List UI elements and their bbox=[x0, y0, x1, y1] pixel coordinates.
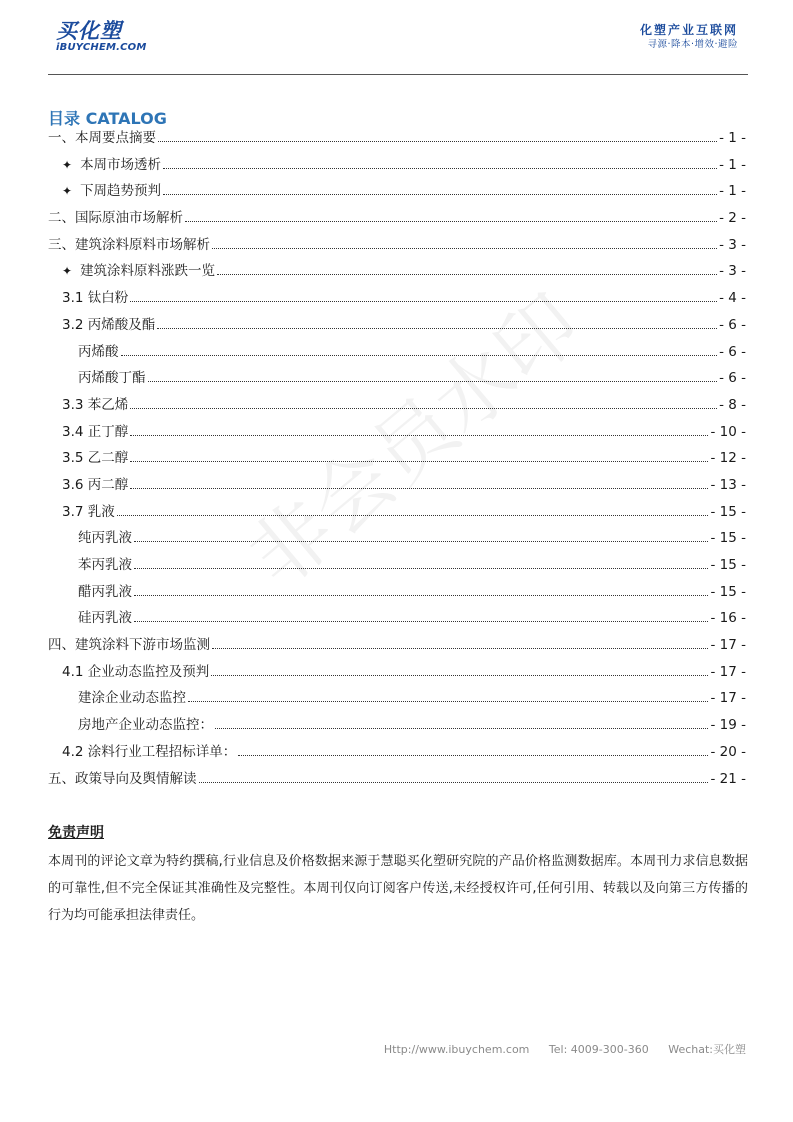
toc-entry[interactable] bbox=[48, 445, 746, 472]
leader-dots bbox=[238, 747, 708, 756]
toc-entry[interactable] bbox=[48, 419, 746, 446]
toc-entry-label: 苯丙乳液 bbox=[78, 557, 132, 573]
leader-dots bbox=[130, 453, 708, 462]
toc-entry-label: 本周市场透析 bbox=[80, 156, 162, 173]
leader-dots bbox=[134, 613, 708, 622]
toc-entry-page: - 2 - bbox=[719, 210, 746, 227]
diamond-bullet-icon: ✦ bbox=[62, 184, 73, 199]
toc-entry-page: - 8 - bbox=[719, 396, 746, 413]
diamond-bullet-icon: ✦ bbox=[62, 264, 73, 279]
toc-entry[interactable] bbox=[48, 472, 746, 499]
toc-entry-label: 二、国际原油市场解析 bbox=[48, 210, 183, 227]
toc-entry-page: - 3 - bbox=[719, 263, 746, 280]
brand-logo bbox=[56, 20, 166, 56]
leader-dots bbox=[148, 373, 718, 382]
leader-dots bbox=[163, 160, 717, 169]
toc-entry-page: - 6 - bbox=[719, 370, 746, 387]
toc-entry[interactable] bbox=[48, 712, 746, 739]
leader-dots bbox=[188, 693, 708, 702]
toc-entry-page: - 4 - bbox=[719, 290, 746, 307]
toc-entry-page: - 10 - bbox=[710, 423, 746, 440]
leader-dots bbox=[134, 587, 708, 596]
toc-entry-page: - 17 - bbox=[710, 637, 746, 654]
leader-dots bbox=[117, 507, 709, 516]
leader-dots bbox=[212, 240, 717, 249]
toc-title: 目录 CATALOG bbox=[48, 109, 167, 128]
toc-entry-label: 一、本周要点摘要 bbox=[48, 130, 156, 146]
toc-entry[interactable] bbox=[48, 685, 746, 712]
toc-entry[interactable] bbox=[48, 659, 746, 686]
toc-entry[interactable] bbox=[48, 205, 746, 232]
table-of-contents bbox=[48, 125, 746, 792]
toc-entry-label: 五、政策导向及舆情解读 bbox=[48, 770, 197, 787]
toc-entry[interactable] bbox=[48, 178, 746, 205]
diamond-bullet-icon: ✦ bbox=[62, 157, 73, 172]
toc-entry[interactable] bbox=[48, 525, 746, 552]
disclaimer-text: 本周刊的评论文章为特约撰稿,行业信息及价格数据来源于慧聪买化塑研究院的产品价格监测数据库。本周刊力求信息数据的可靠性,但不完全保证其准确性及完整性。本周刊仅向订阅客户传送,未经授权许可,任何引用、转载以及向第三方传播的行为均可能承担法律责任。 bbox=[48, 854, 748, 923]
leader-dots bbox=[157, 320, 717, 329]
leader-dots bbox=[211, 667, 708, 676]
toc-entry[interactable] bbox=[48, 392, 746, 419]
logo-subtext: iBUYCHEM.COM bbox=[56, 42, 147, 53]
disclaimer-section bbox=[48, 822, 748, 929]
leader-dots bbox=[130, 427, 708, 436]
toc-entry-page: - 1 - bbox=[719, 183, 746, 200]
toc-entry-page: - 16 - bbox=[710, 610, 746, 627]
disclaimer-title: 免责声明 bbox=[48, 825, 104, 841]
toc-entry-page: - 19 - bbox=[710, 717, 746, 734]
toc-entry-page: - 6 - bbox=[719, 316, 746, 333]
toc-entry-label: 建筑涂料原料涨跌一览 bbox=[80, 263, 216, 280]
toc-entry-label: 3.1 钛白粉 bbox=[62, 290, 129, 307]
toc-entry-label: 四、建筑涂料下游市场监测 bbox=[48, 637, 210, 654]
leader-dots bbox=[217, 266, 717, 275]
toc-entry-page: - 1 - bbox=[719, 156, 746, 173]
toc-entry-label: 丙烯酸 bbox=[78, 343, 119, 360]
leader-dots bbox=[134, 533, 708, 542]
leader-dots bbox=[185, 213, 717, 222]
toc-entry-label: 纯丙乳液 bbox=[78, 530, 132, 547]
leader-dots bbox=[134, 560, 708, 569]
toc-entry[interactable] bbox=[48, 605, 746, 632]
toc-entry-page: - 20 - bbox=[710, 743, 746, 760]
toc-entry-page: - 21 - bbox=[710, 770, 746, 787]
leader-dots bbox=[130, 293, 717, 302]
toc-entry-label: 3.2 丙烯酸及酯 bbox=[62, 316, 156, 333]
toc-entry-page: - 3 - bbox=[719, 236, 746, 253]
toc-entry-label: 3.7 乳液 bbox=[62, 503, 115, 520]
toc-entry-label: 下周趋势预判 bbox=[80, 183, 162, 200]
tagline-sub: 寻源·降本·增效·避险 bbox=[647, 39, 738, 50]
footer-url[interactable]: Http://www.ibuychem.com bbox=[383, 1043, 530, 1056]
page-footer bbox=[368, 1041, 746, 1057]
toc-entry[interactable] bbox=[48, 552, 746, 579]
toc-entry[interactable] bbox=[48, 579, 746, 606]
toc-entry-label: 3.4 正丁醇 bbox=[62, 423, 129, 440]
toc-entry-label: 3.6 丙二醇 bbox=[62, 476, 129, 493]
toc-entry[interactable] bbox=[48, 125, 746, 152]
leader-dots bbox=[212, 640, 708, 649]
toc-entry-label: 3.3 苯乙烯 bbox=[62, 396, 129, 413]
toc-entry[interactable] bbox=[48, 339, 746, 366]
toc-entry[interactable] bbox=[48, 258, 746, 285]
toc-entry[interactable] bbox=[48, 365, 746, 392]
leader-dots bbox=[199, 774, 709, 783]
tagline bbox=[640, 22, 738, 52]
toc-entry-page: - 17 - bbox=[710, 690, 746, 707]
toc-entry-page: - 12 - bbox=[710, 450, 746, 467]
toc-entry-label: 丙烯酸丁酯 bbox=[78, 370, 146, 387]
page-header bbox=[48, 18, 748, 75]
toc-entry[interactable] bbox=[48, 499, 746, 526]
toc-entry[interactable] bbox=[48, 285, 746, 312]
leader-dots bbox=[163, 186, 717, 195]
toc-entry-label: 建涂企业动态监控 bbox=[78, 690, 186, 707]
toc-entry-label: 4.2 涂料行业工程招标详单： bbox=[62, 743, 237, 760]
toc-entry-label: 房地产企业动态监控： bbox=[78, 717, 213, 734]
toc-entry-page: - 6 - bbox=[719, 343, 746, 360]
leader-dots bbox=[121, 347, 718, 356]
leader-dots bbox=[215, 720, 708, 729]
toc-entry-page: - 15 - bbox=[710, 530, 746, 547]
toc-entry[interactable] bbox=[48, 152, 746, 179]
toc-entry-label: 4.1 企业动态监控及预判 bbox=[62, 663, 210, 680]
toc-entry-page: - 15 - bbox=[710, 503, 746, 520]
leader-dots bbox=[130, 480, 708, 489]
toc-entry[interactable] bbox=[48, 312, 746, 339]
toc-entry-page: - 1 - bbox=[719, 130, 746, 146]
footer-wechat: Wechat:买化塑 bbox=[668, 1043, 746, 1056]
toc-entry[interactable] bbox=[48, 766, 746, 793]
tagline-title: 化塑产业互联网 bbox=[639, 23, 738, 37]
toc-entry-label: 醋丙乳液 bbox=[78, 583, 132, 600]
toc-entry-page: - 13 - bbox=[710, 476, 746, 493]
toc-entry[interactable] bbox=[48, 739, 746, 766]
toc-entry-label: 三、建筑涂料原料市场解析 bbox=[48, 236, 210, 253]
toc-entry-label: 3.5 乙二醇 bbox=[62, 450, 129, 467]
leader-dots bbox=[130, 400, 717, 409]
toc-entry-page: - 17 - bbox=[710, 663, 746, 680]
toc-entry[interactable] bbox=[48, 232, 746, 259]
watermark: 非会员水印 bbox=[231, 276, 598, 606]
leader-dots bbox=[158, 133, 717, 142]
toc-entry-page: - 15 - bbox=[710, 557, 746, 573]
toc-entry[interactable] bbox=[48, 632, 746, 659]
logo-text: 买化塑 bbox=[56, 19, 122, 43]
toc-entry-page: - 15 - bbox=[710, 583, 746, 600]
toc-entry-label: 硅丙乳液 bbox=[78, 610, 132, 627]
footer-tel: Tel: 4009-300-360 bbox=[548, 1043, 649, 1056]
